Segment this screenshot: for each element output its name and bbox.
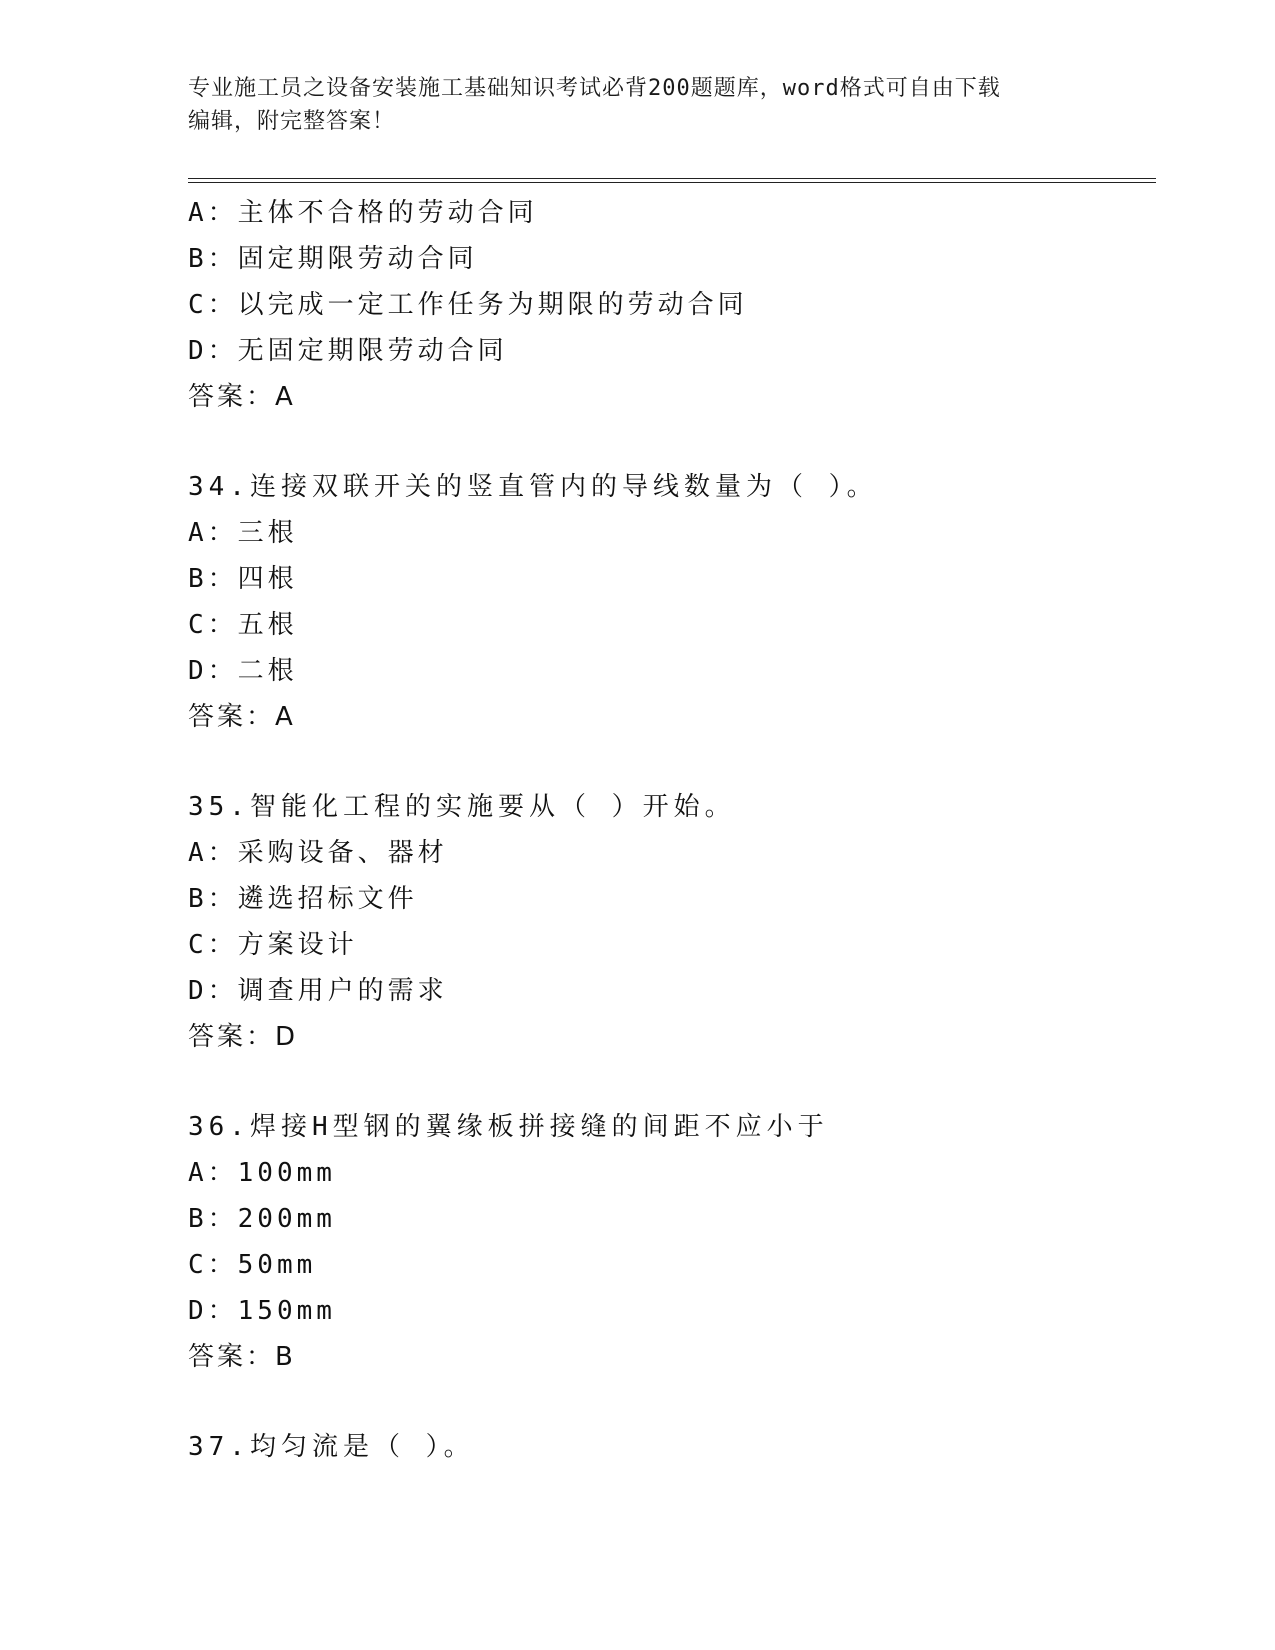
question-text: 37.均匀流是（ ）。	[188, 1432, 475, 1462]
answer-line: 答案：A	[188, 702, 296, 732]
answer-line: 答案：B	[188, 1342, 296, 1372]
option-d: D：调查用户的需求	[188, 976, 448, 1006]
question-text: 34.连接双联开关的竖直管内的导线数量为（ ）。	[188, 472, 878, 502]
header-line-1: 专业施工员之设备安装施工基础知识考试必背200题题库，word格式可自由下载	[188, 76, 1001, 101]
question-list	[188, 190, 1156, 1470]
spacer	[188, 740, 1156, 784]
spacer	[188, 1380, 1156, 1424]
page-header	[188, 72, 1088, 138]
option-a: A：三根	[188, 518, 298, 548]
header-divider	[188, 178, 1156, 183]
option-a: A：采购设备、器材	[188, 838, 448, 868]
option-a: A：100mm	[188, 1158, 336, 1188]
answer-line: 答案：A	[188, 382, 296, 412]
option-d: D：二根	[188, 656, 298, 686]
option-b: B：遴选招标文件	[188, 884, 418, 914]
question-block-37	[188, 1424, 1156, 1470]
question-block-33	[188, 190, 1156, 420]
spacer	[188, 420, 1156, 464]
option-d: D：无固定期限劳动合同	[188, 336, 508, 366]
question-block-36	[188, 1104, 1156, 1380]
spacer	[188, 1060, 1156, 1104]
question-text: 36.焊接H型钢的翼缘板拼接缝的间距不应小于	[188, 1112, 829, 1142]
question-block-34	[188, 464, 1156, 740]
option-c: C：方案设计	[188, 930, 358, 960]
option-b: B：四根	[188, 564, 298, 594]
question-block-35	[188, 784, 1156, 1060]
option-c: C：五根	[188, 610, 298, 640]
option-c: C：50mm	[188, 1250, 317, 1280]
option-c: C：以完成一定工作任务为期限的劳动合同	[188, 290, 748, 320]
question-text: 35.智能化工程的实施要从（ ）开始。	[188, 792, 736, 822]
option-b: B：200mm	[188, 1204, 336, 1234]
option-b: B：固定期限劳动合同	[188, 244, 478, 274]
option-d: D：150mm	[188, 1296, 336, 1326]
header-line-2: 编辑，附完整答案！	[188, 109, 396, 134]
option-a: A：主体不合格的劳动合同	[188, 198, 538, 228]
answer-line: 答案：D	[188, 1022, 299, 1052]
